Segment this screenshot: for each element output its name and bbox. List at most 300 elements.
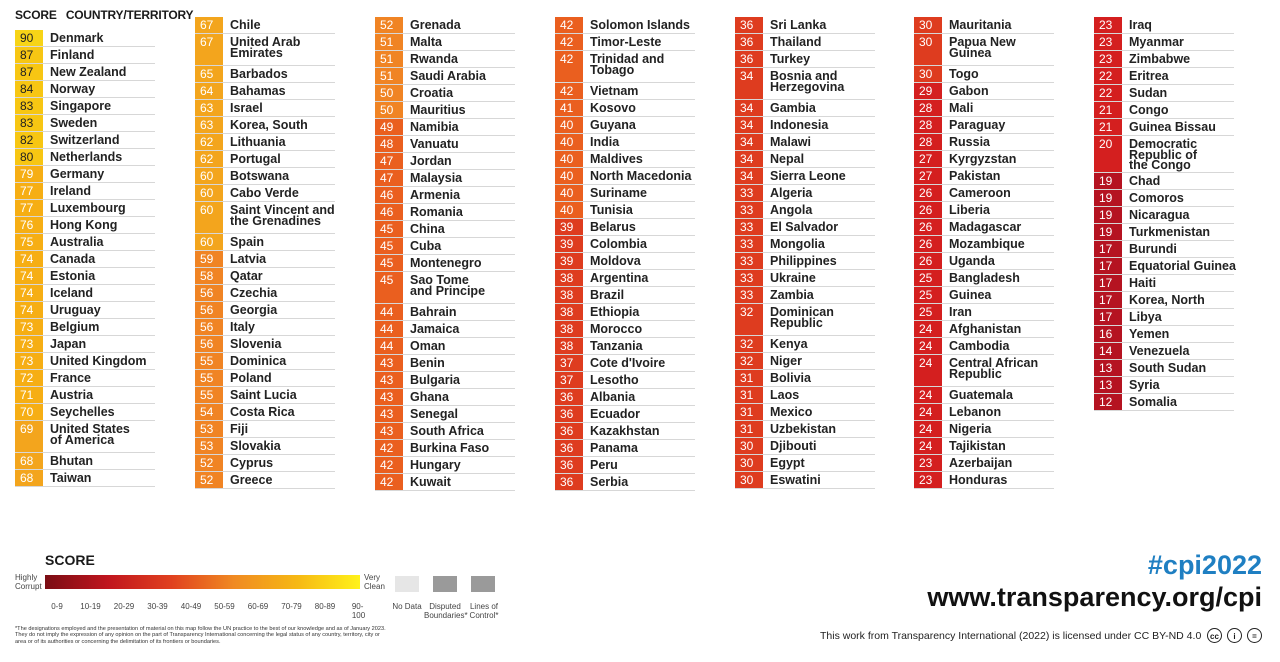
score-cell: 84 — [15, 81, 43, 97]
score-cell: 22 — [1094, 85, 1122, 101]
country-row — [735, 438, 875, 455]
score-header: SCORE — [15, 8, 57, 22]
legend-tick-label: 0-9 — [51, 602, 63, 611]
country-name: Nepal — [770, 152, 805, 166]
country-row — [555, 457, 695, 474]
score-cell: 67 — [195, 34, 223, 65]
score-cell: 40 — [555, 117, 583, 133]
score-cell: 30 — [735, 472, 763, 488]
score-cell: 74 — [15, 251, 43, 267]
country-row — [1094, 258, 1234, 275]
score-cell: 48 — [375, 136, 403, 152]
country-row — [375, 457, 515, 474]
country-name: Iraq — [1129, 18, 1152, 32]
country-name: Eswatini — [770, 473, 821, 487]
score-cell: 52 — [195, 455, 223, 471]
country-name: North Macedonia — [590, 169, 692, 183]
country-row — [375, 355, 515, 372]
attribution-icon: i — [1227, 628, 1242, 643]
country-row — [914, 253, 1054, 270]
score-cell: 51 — [375, 68, 403, 84]
legend-tick-label: 80-89 — [314, 602, 336, 611]
score-cell: 38 — [555, 270, 583, 286]
country-name: Jordan — [410, 154, 452, 168]
country-row — [195, 151, 335, 168]
country-row — [735, 353, 875, 370]
country-row — [555, 423, 695, 440]
country-row — [555, 51, 695, 83]
country-row — [15, 268, 155, 285]
country-name: Taiwan — [50, 471, 92, 485]
country-name: Bangladesh — [949, 271, 1020, 285]
score-cell: 80 — [15, 149, 43, 165]
country-row — [15, 47, 155, 64]
country-row — [375, 17, 515, 34]
score-cell: 30 — [914, 17, 942, 33]
country-name: Ukraine — [770, 271, 816, 285]
country-row — [1094, 377, 1234, 394]
country-name: Guinea — [949, 288, 992, 302]
country-row — [555, 253, 695, 270]
score-cell: 24 — [914, 321, 942, 337]
country-row — [914, 404, 1054, 421]
country-name: Senegal — [410, 407, 458, 421]
score-cell: 38 — [555, 304, 583, 320]
score-cell: 28 — [914, 134, 942, 150]
score-cell: 75 — [15, 234, 43, 250]
score-cell: 60 — [195, 202, 223, 233]
country-name: Ethiopia — [590, 305, 640, 319]
country-name: Mali — [949, 101, 974, 115]
country-name: Equatorial Guinea — [1129, 259, 1236, 273]
country-row — [375, 304, 515, 321]
country-name: Cyprus — [230, 456, 274, 470]
country-name: Syria — [1129, 378, 1160, 392]
score-cell: 26 — [914, 185, 942, 201]
country-row — [15, 98, 155, 115]
score-cell: 41 — [555, 100, 583, 116]
country-name: India — [590, 135, 620, 149]
country-row — [555, 389, 695, 406]
score-cell: 90 — [15, 30, 43, 46]
country-row — [1094, 275, 1234, 292]
country-row — [375, 372, 515, 389]
country-name: Thailand — [770, 35, 822, 49]
score-cell: 31 — [735, 421, 763, 437]
country-name: Kyrgyzstan — [949, 152, 1017, 166]
country-row — [1094, 136, 1234, 173]
score-column — [195, 17, 335, 489]
score-cell: 17 — [1094, 275, 1122, 291]
score-cell: 19 — [1094, 190, 1122, 206]
no-data-label: No Data — [392, 602, 422, 611]
country-row — [1094, 190, 1234, 207]
country-row — [195, 34, 335, 66]
country-name: Norway — [50, 82, 96, 96]
country-name: Montenegro — [410, 256, 482, 270]
country-row — [555, 219, 695, 236]
country-name: South Africa — [410, 424, 484, 438]
score-cell: 28 — [914, 117, 942, 133]
country-name: Spain — [230, 235, 265, 249]
country-name: Mozambique — [949, 237, 1025, 251]
country-name: Botswana — [230, 169, 290, 183]
country-row — [1094, 394, 1234, 411]
country-row — [735, 17, 875, 34]
disputed-label: Disputed Boundaries* — [424, 602, 468, 620]
legend-high-label: Very Clean — [364, 573, 385, 591]
website-url[interactable]: www.transparency.org/cpi — [927, 582, 1262, 612]
score-cell: 36 — [735, 17, 763, 33]
country-row — [195, 336, 335, 353]
country-row — [735, 336, 875, 353]
score-cell: 24 — [914, 438, 942, 454]
country-row — [555, 440, 695, 457]
country-row — [1094, 343, 1234, 360]
score-cell: 30 — [735, 438, 763, 454]
score-cell: 34 — [735, 68, 763, 99]
legend-gradient-bar — [45, 575, 360, 593]
country-row — [735, 202, 875, 219]
legend-tick-label: 30-39 — [147, 602, 168, 611]
country-name: Singapore — [50, 99, 112, 113]
country-name: Austria — [50, 388, 94, 402]
no-derivatives-icon: = — [1247, 628, 1262, 643]
country-name: Comoros — [1129, 191, 1184, 205]
score-column — [1094, 17, 1234, 411]
country-name: Maldives — [590, 152, 643, 166]
country-name: Nigeria — [949, 422, 992, 436]
country-row — [735, 134, 875, 151]
country-row — [555, 202, 695, 219]
score-column — [914, 17, 1054, 489]
legend-tick-label: 20-29 — [113, 602, 135, 611]
score-cell: 49 — [375, 119, 403, 135]
country-row — [195, 185, 335, 202]
country-name: Czechia — [230, 286, 278, 300]
score-cell: 44 — [375, 338, 403, 354]
cc-icon: cc — [1207, 628, 1222, 643]
score-cell: 17 — [1094, 309, 1122, 325]
score-cell: 23 — [1094, 51, 1122, 67]
country-row — [1094, 173, 1234, 190]
score-cell: 33 — [735, 287, 763, 303]
score-cell: 42 — [375, 474, 403, 490]
score-cell: 55 — [195, 370, 223, 386]
country-name: Solomon Islands — [590, 18, 691, 32]
country-name: Saudi Arabia — [410, 69, 486, 83]
country-name: Venezuela — [1129, 344, 1190, 358]
score-cell: 31 — [735, 387, 763, 403]
score-cell: 58 — [195, 268, 223, 284]
country-name: Timor-Leste — [590, 35, 662, 49]
country-row — [914, 421, 1054, 438]
country-name: Honduras — [949, 473, 1008, 487]
country-name: Afghanistan — [949, 322, 1022, 336]
score-cell: 65 — [195, 66, 223, 82]
country-name: Gabon — [949, 84, 989, 98]
country-name: Ecuador — [590, 407, 641, 421]
country-name: Qatar — [230, 269, 263, 283]
score-cell: 34 — [735, 168, 763, 184]
country-name: Belgium — [50, 320, 100, 334]
country-row — [1094, 51, 1234, 68]
score-cell: 73 — [15, 353, 43, 369]
score-cell: 27 — [914, 168, 942, 184]
score-cell: 32 — [735, 353, 763, 369]
score-cell: 36 — [555, 474, 583, 490]
score-cell: 56 — [195, 319, 223, 335]
score-cell: 13 — [1094, 377, 1122, 393]
country-row — [914, 100, 1054, 117]
country-name: Eritrea — [1129, 69, 1169, 83]
country-name: Bahamas — [230, 84, 286, 98]
country-name: Uganda — [949, 254, 995, 268]
country-row — [735, 472, 875, 489]
score-cell: 43 — [375, 372, 403, 388]
score-cell: 74 — [15, 268, 43, 284]
score-cell: 26 — [914, 202, 942, 218]
country-name: Democratic Republic of the Congo — [1129, 137, 1198, 172]
score-cell: 74 — [15, 285, 43, 301]
country-row — [15, 353, 155, 370]
country-row — [555, 34, 695, 51]
country-name: Mexico — [770, 405, 813, 419]
score-cell: 31 — [735, 404, 763, 420]
country-name: Ireland — [50, 184, 91, 198]
score-cell: 87 — [15, 47, 43, 63]
score-cell: 36 — [555, 440, 583, 456]
score-cell: 39 — [555, 219, 583, 235]
country-name: Madagascar — [949, 220, 1022, 234]
score-cell: 26 — [914, 253, 942, 269]
country-row — [375, 321, 515, 338]
score-cell: 53 — [195, 421, 223, 437]
country-row — [914, 287, 1054, 304]
country-name: Egypt — [770, 456, 805, 470]
country-name: Guyana — [590, 118, 636, 132]
country-name: Romania — [410, 205, 463, 219]
country-name: Malawi — [770, 135, 811, 149]
score-cell: 62 — [195, 134, 223, 150]
country-name: Vanuatu — [410, 137, 459, 151]
country-row — [555, 134, 695, 151]
score-cell: 69 — [15, 421, 43, 452]
country-name: Sweden — [50, 116, 98, 130]
country-name: Gambia — [770, 101, 816, 115]
score-cell: 45 — [375, 255, 403, 271]
country-name: Hong Kong — [50, 218, 118, 232]
score-cell: 33 — [735, 185, 763, 201]
score-cell: 33 — [735, 236, 763, 252]
country-name: Philippines — [770, 254, 837, 268]
country-row — [15, 183, 155, 200]
score-column — [735, 17, 875, 489]
country-row — [15, 404, 155, 421]
country-name: Saint Vincent and the Grenadines — [230, 203, 335, 228]
country-row — [375, 51, 515, 68]
country-row — [735, 51, 875, 68]
country-name: Rwanda — [410, 52, 458, 66]
country-name: Uruguay — [50, 303, 101, 317]
score-cell: 38 — [555, 338, 583, 354]
score-cell: 23 — [914, 455, 942, 471]
country-name: Serbia — [590, 475, 629, 489]
country-row — [375, 204, 515, 221]
score-cell: 51 — [375, 34, 403, 50]
score-cell: 45 — [375, 221, 403, 237]
country-name: Turkmenistan — [1129, 225, 1211, 239]
legend-tick-label: 10-19 — [80, 602, 101, 611]
country-row — [914, 83, 1054, 100]
country-name: Sao Tome and Principe — [410, 273, 486, 298]
score-cell: 47 — [375, 170, 403, 186]
country-row — [1094, 68, 1234, 85]
score-cell: 52 — [195, 472, 223, 488]
score-cell: 30 — [914, 66, 942, 82]
country-name: Korea, South — [230, 118, 308, 132]
country-name: Japan — [50, 337, 87, 351]
country-row — [375, 474, 515, 491]
score-cell: 25 — [914, 304, 942, 320]
score-cell: 59 — [195, 251, 223, 267]
country-row — [735, 370, 875, 387]
score-cell: 67 — [195, 17, 223, 33]
score-cell: 44 — [375, 304, 403, 320]
score-cell: 24 — [914, 421, 942, 437]
country-name: Libya — [1129, 310, 1162, 324]
score-cell: 40 — [555, 185, 583, 201]
country-name: Russia — [949, 135, 990, 149]
country-name: United Kingdom — [50, 354, 147, 368]
score-cell: 20 — [1094, 136, 1122, 172]
country-name: Portugal — [230, 152, 281, 166]
country-row — [735, 270, 875, 287]
legend-tick-label: 70-79 — [281, 602, 302, 611]
country-name: Indonesia — [770, 118, 829, 132]
country-name: Luxembourg — [50, 201, 126, 215]
country-name: Sudan — [1129, 86, 1168, 100]
country-name: Congo — [1129, 103, 1169, 117]
score-cell: 63 — [195, 117, 223, 133]
country-name: Dominican Republic — [770, 305, 834, 330]
country-row — [735, 304, 875, 336]
country-header: COUNTRY/TERRITORY — [65, 8, 194, 22]
country-row — [555, 168, 695, 185]
country-name: Pakistan — [949, 169, 1001, 183]
country-name: Grenada — [410, 18, 461, 32]
country-row — [195, 83, 335, 100]
country-row — [375, 136, 515, 153]
score-cell: 45 — [375, 272, 403, 303]
country-name: Suriname — [590, 186, 647, 200]
country-name: Poland — [230, 371, 272, 385]
country-name: Guinea Bissau — [1129, 120, 1216, 134]
country-name: Georgia — [230, 303, 278, 317]
country-name: Hungary — [410, 458, 461, 472]
country-row — [15, 336, 155, 353]
country-name: Oman — [410, 339, 446, 353]
score-cell: 30 — [914, 34, 942, 65]
country-name: Tunisia — [590, 203, 633, 217]
country-name: Belarus — [590, 220, 636, 234]
score-cell: 33 — [735, 253, 763, 269]
country-name: Papua New Guinea — [949, 35, 1016, 60]
score-cell: 34 — [735, 100, 763, 116]
score-cell: 76 — [15, 217, 43, 233]
hashtag: #cpi2022 — [1147, 550, 1262, 580]
legend-title: SCORE — [45, 552, 95, 568]
country-row — [914, 355, 1054, 387]
country-row — [375, 68, 515, 85]
country-name: Kazakhstan — [590, 424, 660, 438]
score-cell: 36 — [555, 406, 583, 422]
country-row — [375, 272, 515, 304]
country-name: New Zealand — [50, 65, 127, 79]
country-name: Mauritius — [410, 103, 466, 117]
country-row — [914, 66, 1054, 83]
score-cell: 28 — [914, 100, 942, 116]
country-name: Trinidad and Tobago — [590, 52, 665, 77]
country-row — [195, 370, 335, 387]
legend-tick-label: 40-49 — [180, 602, 202, 611]
license-text: This work from Transparency International (2022) is licensed under CC BY-ND 4.0 — [820, 630, 1202, 642]
country-name: Argentina — [590, 271, 649, 285]
country-row — [15, 200, 155, 217]
country-name: Lithuania — [230, 135, 286, 149]
score-cell: 62 — [195, 151, 223, 167]
score-cell: 21 — [1094, 119, 1122, 135]
country-name: Algeria — [770, 186, 813, 200]
country-row — [914, 17, 1054, 34]
country-name: Korea, North — [1129, 293, 1205, 307]
score-cell: 70 — [15, 404, 43, 420]
country-row — [1094, 102, 1234, 119]
lines-of-control-swatch — [471, 576, 495, 592]
score-cell: 12 — [1094, 394, 1122, 410]
score-cell: 56 — [195, 336, 223, 352]
country-name: Cambodia — [949, 339, 1010, 353]
country-name: Kuwait — [410, 475, 451, 489]
country-name: Dominica — [230, 354, 287, 368]
country-row — [15, 387, 155, 404]
score-cell: 23 — [1094, 17, 1122, 33]
country-row — [555, 100, 695, 117]
country-name: Barbados — [230, 67, 288, 81]
country-row — [555, 83, 695, 100]
country-name: China — [410, 222, 445, 236]
score-cell: 26 — [914, 219, 942, 235]
country-row — [375, 170, 515, 187]
score-cell: 83 — [15, 115, 43, 131]
country-row — [15, 285, 155, 302]
score-cell: 60 — [195, 168, 223, 184]
country-row — [195, 168, 335, 185]
country-name: Chad — [1129, 174, 1161, 188]
country-row — [195, 100, 335, 117]
country-name: Lesotho — [590, 373, 639, 387]
country-name: Bahrain — [410, 305, 457, 319]
score-cell: 19 — [1094, 207, 1122, 223]
country-name: Latvia — [230, 252, 267, 266]
country-row — [914, 387, 1054, 404]
country-row — [914, 117, 1054, 134]
country-row — [735, 404, 875, 421]
country-name: Lebanon — [949, 405, 1002, 419]
score-cell: 23 — [914, 472, 942, 488]
score-cell: 42 — [555, 51, 583, 82]
country-row — [195, 404, 335, 421]
